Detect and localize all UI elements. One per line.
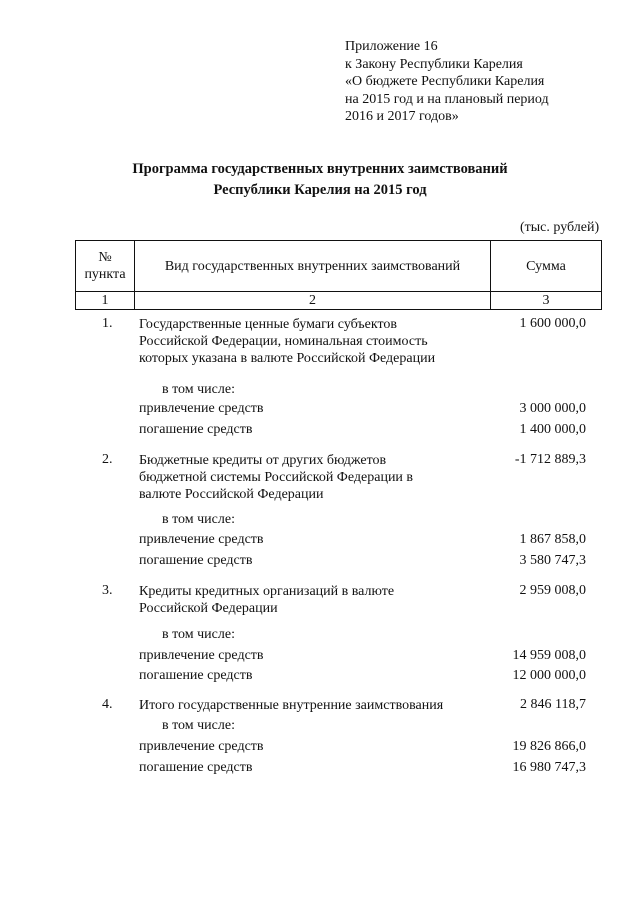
- page-title: [0, 159, 640, 201]
- header-sum: Сумма: [526, 259, 566, 274]
- repay-amount: 16 980 747,3: [512, 760, 586, 775]
- item-text-line: Итого государственные внутренние заимствования: [139, 698, 444, 713]
- repay-amount: 12 000 000,0: [512, 668, 586, 683]
- item-text: [139, 452, 413, 503]
- col-number-3: 3: [542, 293, 550, 308]
- repay-amount: 3 580 747,3: [519, 553, 586, 568]
- col-number-1: 1: [101, 293, 109, 308]
- item-amount: 2 846 118,7: [520, 697, 586, 712]
- attract-amount: 3 000 000,0: [519, 401, 586, 416]
- item-number: 4.: [102, 697, 113, 712]
- header-num-line2: пункта: [84, 267, 126, 282]
- including-label: в том числе:: [162, 512, 235, 527]
- repay-amount: 1 400 000,0: [519, 422, 586, 437]
- item-text: [139, 316, 435, 367]
- appendix-line: Приложение 16: [345, 39, 438, 54]
- including-label: в том числе:: [162, 382, 235, 397]
- item-number: 1.: [102, 316, 113, 331]
- repay-label: погашение средств: [139, 760, 253, 775]
- repay-label: погашение средств: [139, 422, 253, 437]
- repay-label: погашение средств: [139, 668, 253, 683]
- item-text-line: Бюджетные кредиты от других бюджетов: [139, 453, 387, 468]
- units-label: (тыс. рублей): [520, 220, 600, 235]
- including-label: в том числе:: [162, 627, 235, 642]
- item-amount: 1 600 000,0: [519, 316, 586, 331]
- appendix-line: «О бюджете Республики Карелия: [345, 74, 545, 90]
- attract-label: привлечение средств: [139, 401, 264, 416]
- header-num-line1: №: [98, 250, 112, 265]
- attract-label: привлечение средств: [139, 739, 264, 754]
- title-line-1: Программа государственных внутренних заимствований: [132, 161, 508, 177]
- item-text-line: Российской Федерации, номинальная стоимость: [139, 334, 428, 349]
- attract-amount: 1 867 858,0: [519, 532, 586, 547]
- item-amount: 2 959 008,0: [519, 583, 586, 598]
- header-num: [76, 249, 134, 283]
- header-kind: Вид государственных внутренних заимствований: [164, 259, 461, 274]
- attract-amount: 19 826 866,0: [512, 739, 586, 754]
- item-amount: -1 712 889,3: [514, 452, 586, 467]
- item-text-line: валюте Российской Федерации: [139, 487, 324, 502]
- appendix-line: 2016 и 2017 годов»: [345, 109, 459, 125]
- table-border-right: [601, 240, 602, 310]
- item-text-line: которых указана в валюте Российской Федерации: [139, 351, 436, 366]
- item-number: 3.: [102, 583, 113, 598]
- item-text-line: Российской Федерации: [139, 601, 278, 616]
- item-text: [139, 697, 443, 714]
- title-line-2: Республики Карелия на 2015 год: [213, 182, 427, 198]
- item-text: [139, 583, 394, 617]
- attract-label: привлечение средств: [139, 648, 264, 663]
- col-number-2: 2: [309, 293, 316, 308]
- attract-label: привлечение средств: [139, 532, 264, 547]
- appendix-block: [345, 38, 549, 126]
- item-number: 2.: [102, 452, 113, 467]
- item-text-line: Государственные ценные бумаги субъектов: [139, 317, 398, 332]
- attract-amount: 14 959 008,0: [512, 648, 586, 663]
- item-text-line: Кредиты кредитных организаций в валюте: [139, 584, 395, 599]
- table-border-bottom: [75, 309, 602, 310]
- repay-label: погашение средств: [139, 553, 253, 568]
- appendix-line: к Закону Республики Карелия: [345, 56, 523, 72]
- item-text-line: бюджетной системы Российской Федерации в: [139, 470, 414, 485]
- including-label: в том числе:: [162, 718, 235, 733]
- appendix-line: на 2015 год и на плановый период: [345, 91, 549, 107]
- table-border-top: [75, 240, 602, 241]
